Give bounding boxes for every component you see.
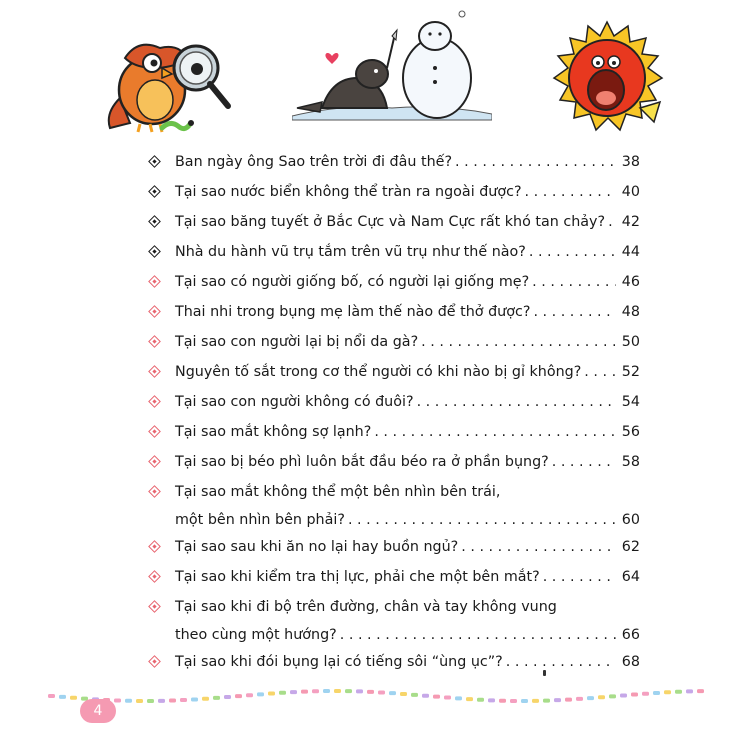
strip-dash [411,693,418,697]
strip-dash [576,697,583,701]
diamond-bullet-icon [148,275,161,288]
strip-dash [345,689,352,693]
toc-entry-title: Nguyên tố sắt trong cơ thể người có khi nào bị gỉ không? [175,364,582,380]
strip-dash [246,693,253,697]
strip-dash [609,694,616,698]
strip-dash [378,690,385,694]
strip-dash [642,692,649,696]
diamond-bullet-icon [148,245,161,258]
diamond-bullet-icon [148,455,161,468]
strip-dash [356,689,363,693]
strip-dash [653,691,660,695]
dot-leader [552,452,616,472]
strip-dash [543,699,550,703]
toc-entry-page: 56 [621,424,640,440]
diamond-bullet-icon [148,570,161,583]
toc-entry-page: 66 [621,627,640,643]
strip-dash [675,690,682,694]
dot-leader [417,392,616,412]
toc-entry[interactable] [150,482,640,530]
strip-dash [114,698,121,702]
toc-entry[interactable] [150,302,640,322]
strip-dash [312,689,319,693]
toc-entry-title: theo cùng một hướng? [175,627,337,643]
toc-entry[interactable] [150,242,640,262]
dot-leader [374,422,616,442]
toc-entry[interactable] [150,182,640,202]
toc-entry-title: Ban ngày ông Sao trên trời đi đâu thế? [175,154,453,170]
toc-entry[interactable] [150,452,640,472]
strip-dash [510,699,517,703]
strip-dash [521,699,528,703]
strip-dash [433,695,440,699]
dot-leader [461,537,616,557]
strip-dash [235,694,242,698]
strip-dash [279,691,286,695]
strip-dash [554,698,561,702]
strip-dash [180,698,187,702]
toc-entry[interactable] [150,332,640,352]
toc-entry-page: 48 [621,304,640,320]
toc-entry-title: Tại sao có người giống bố, có người lại giống mẹ? [175,274,530,290]
strip-dash [169,699,176,703]
toc-entry-page: 50 [621,334,640,350]
diamond-bullet-icon [148,305,161,318]
strip-dash [301,690,308,694]
strip-dash [70,696,77,700]
diamond-bullet-icon [148,395,161,408]
toc-entry-page: 60 [621,512,640,528]
dot-leader [525,182,616,202]
strip-dash [268,691,275,695]
strip-dash [213,696,220,700]
strip-dash [455,696,462,700]
toc-entry-title: một bên nhìn bên phải? [175,512,345,528]
strip-dash [224,695,231,699]
toc-entry-title-line1: Tại sao khi đi bộ trên đường, chân và tay không vung [175,599,557,615]
toc-entry-title: Tại sao con người không có đuôi? [175,394,414,410]
strip-dash [125,699,132,703]
strip-dash [158,699,165,703]
strip-dash [334,689,341,693]
strip-dash [598,695,605,699]
strip-dash [466,697,473,701]
toc-entry[interactable] [150,652,640,672]
dot-leader [421,332,616,352]
strip-dash [59,695,66,699]
toc-entry-title: Tại sao nước biển không thể tràn ra ngoài được? [175,184,522,200]
strip-dash [323,689,330,693]
toc-entry[interactable] [150,392,640,412]
toc-entry-page: 46 [621,274,640,290]
page-number-badge: 4 [80,699,116,723]
strip-dash [488,698,495,702]
toc-entry-page: 62 [621,539,640,555]
dot-leader [543,567,616,587]
toc-entry[interactable] [150,422,640,442]
toc-entry-page: 38 [621,154,640,170]
dot-leader [340,625,616,645]
strip-dash [532,699,539,703]
strip-dash [191,697,198,701]
decorative-dash-strip [48,686,708,716]
toc-entry-title: Thai nhi trong bụng mẹ làm thế nào để thở được? [175,304,531,320]
dot-leader [506,652,616,672]
strip-dash [664,690,671,694]
sun-illustration [548,18,666,136]
toc-entry[interactable] [150,567,640,587]
strip-dash [367,690,374,694]
owl-illustration [100,28,240,133]
diamond-bullet-icon [148,215,161,228]
strip-dash [422,694,429,698]
dot-leader [348,510,616,530]
toc-entry-title: Tại sao sau khi ăn no lại hay buồn ngủ? [175,539,459,555]
toc-entry-page: 58 [621,454,640,470]
strip-dash [587,696,594,700]
toc-entry-title: Nhà du hành vũ trụ tắm trên vũ trụ như thế nào? [175,244,526,260]
diamond-bullet-icon [148,335,161,348]
strip-dash [697,689,704,693]
toc-entry-page: 44 [621,244,640,260]
toc-entry[interactable] [150,597,640,645]
dot-leader [529,242,616,262]
strip-dash [631,693,638,697]
toc-entry-title: Tại sao mắt không sợ lạnh? [175,424,372,440]
toc-entry-page: 42 [621,214,640,230]
diamond-bullet-icon [148,600,161,613]
toc-entry-page: 52 [621,364,640,380]
dot-leader [584,362,616,382]
diamond-bullet-icon [148,365,161,378]
toc-entry-title-line1: Tại sao mắt không thể một bên nhìn bên trái, [175,484,501,500]
diamond-bullet-icon [148,655,161,668]
diamond-bullet-icon [148,425,161,438]
strip-dash [565,698,572,702]
toc-entry-page: 40 [621,184,640,200]
toc-entry-page: 54 [621,394,640,410]
seal-snowman-illustration [292,8,492,123]
diamond-bullet-icon [148,540,161,553]
strip-dash [147,699,154,703]
dot-leader [532,272,616,292]
dot-leader [533,302,616,322]
strip-dash [620,693,627,697]
strip-dash [290,690,297,694]
toc-entry-title: Tại sao khi đói bụng lại có tiếng sôi “ùng ục”? [175,654,503,670]
strip-dash [389,691,396,695]
dot-leader [455,152,616,172]
toc-entry[interactable] [150,152,640,172]
toc-entry-title: Tại sao băng tuyết ở Bắc Cực và Nam Cực rất khó tan chảy? [175,214,606,230]
ink-mark [543,670,546,676]
toc-entry-title: Tại sao bị béo phì luôn bắt đầu béo ra ở phần bụng? [175,454,549,470]
diamond-bullet-icon [148,185,161,198]
strip-dash [202,697,209,701]
strip-dash [477,698,484,702]
toc-entry[interactable] [150,362,640,382]
strip-dash [48,694,55,698]
strip-dash [136,699,143,703]
strip-dash [686,689,693,693]
strip-dash [257,692,264,696]
strip-dash [499,699,506,703]
toc-entry-title: Tại sao con người lại bị nổi da gà? [175,334,419,350]
toc-entry-page: 64 [621,569,640,585]
strip-dash [400,692,407,696]
dot-leader [608,212,616,232]
diamond-bullet-icon [148,155,161,168]
toc-entry[interactable] [150,537,640,557]
toc-entry[interactable] [150,212,640,232]
diamond-bullet-icon [148,485,161,498]
toc-entry[interactable] [150,272,640,292]
toc-entry-page: 68 [621,654,640,670]
toc-entry-title: Tại sao khi kiểm tra thị lực, phải che một bên mắt? [175,569,540,585]
strip-dash [444,696,451,700]
